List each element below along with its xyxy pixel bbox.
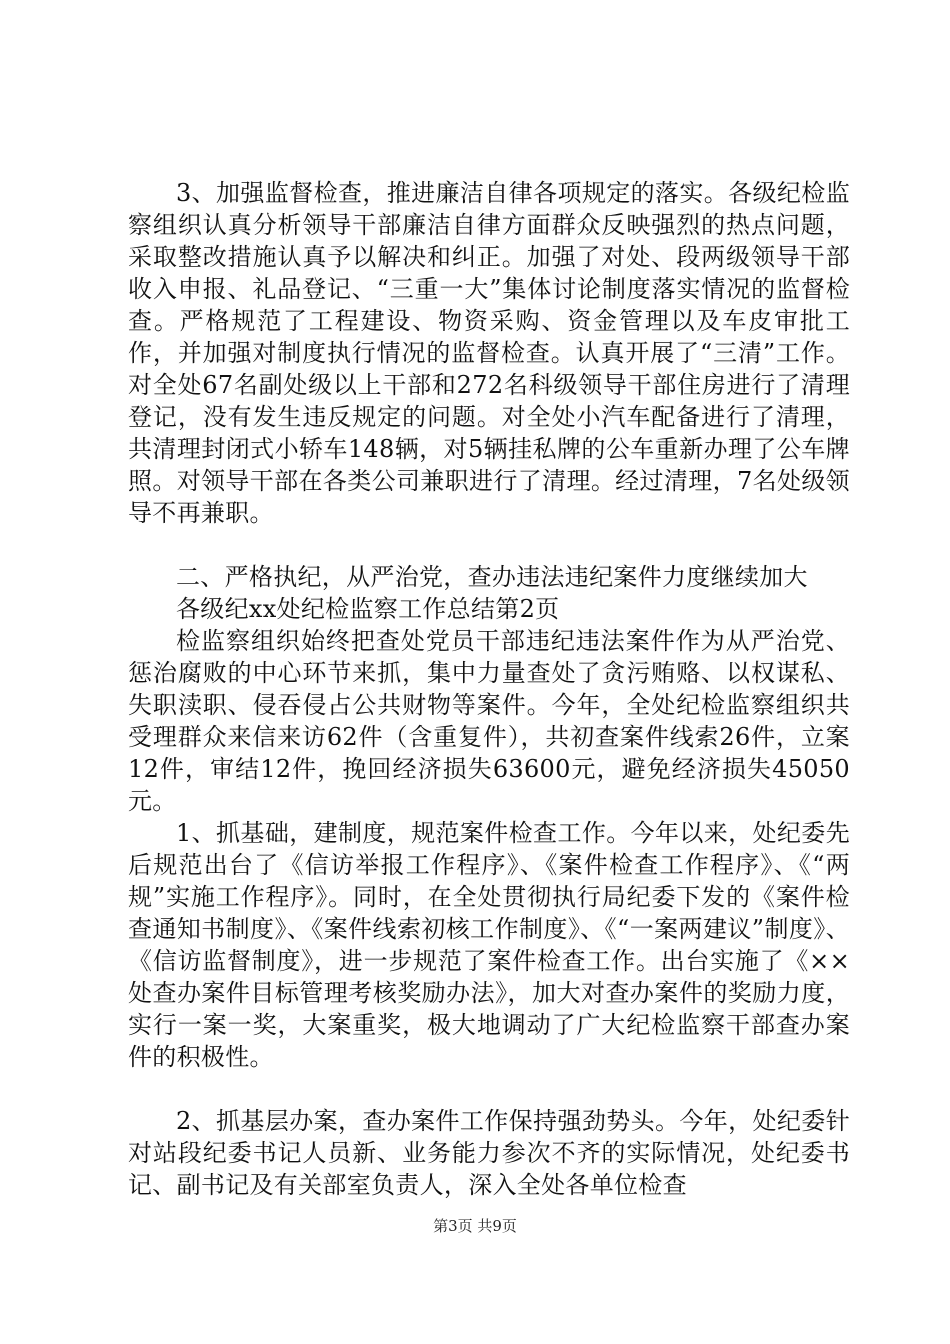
section-heading-discipline: 二、严格执纪，从严治党，查办违法违纪案件力度继续加大 bbox=[176, 563, 808, 591]
page-reference-line: 各级纪xx处纪检监察工作总结第2页 bbox=[176, 595, 560, 623]
paragraph-grassroots-cases: 2、抓基层办案，查办案件工作保持强劲势头。今年，处纪委针对站段纪委书记人员新、业务能力参次不齐的实际情况，处纪委书记、副书记及有关部室负责人，深入全处各单位检查 bbox=[128, 1107, 850, 1199]
page-number-footer: 第3页 共9页 bbox=[433, 1217, 517, 1235]
document-body bbox=[128, 177, 850, 1201]
paragraph-supervision-inspection: 3、加强监督检查，推进廉洁自律各项规定的落实。各级纪检监察组织认真分析领导干部廉洁自律方面群众反映强烈的热点问题，采取整改措施认真予以解决和纠正。加强了对处、段两级领导干部收入申报、礼品登记、“三重一大”集体讨论制度落实情况的监督检查。严格规范了工程建设、物资采购、资金管理以及车皮审批工作，并加强对制度执行情况的监督检查。认真开展了“三清”工作。对全处67名副处级以上干部和272名科级领导干部住房进行了清理登记，没有发生违反规定的问题。对全处小汽车配备进行了清理，共清理封闭式小轿车148辆，对5辆挂私牌的公车重新办理了公车牌照。对领导干部在各类公司兼职进行了清理。经过清理，7名处级领导不再兼职。 bbox=[128, 179, 850, 527]
paragraph-case-investigation: 检监察组织始终把查处党员干部违纪违法案件作为从严治党、惩治腐败的中心环节来抓，集中力量查处了贪污贿赂、以权谋私、失职渎职、侵吞侵占公共财物等案件。今年，全处纪检监察组织共受理群众来信来访62件（含重复件），共初查案件线索26件，立案12件，审结12件，挽回经济损失63600元，避免经济损失45050元。 bbox=[128, 627, 850, 815]
paragraph-basic-system: 1、抓基础，建制度，规范案件检查工作。今年以来，处纪委先后规范出台了《信访举报工作程序》、《案件检查工作程序》、《“两规”实施工作程序》。同时，在全处贯彻执行局纪委下发的《案件检查通知书制度》、《案件线索初核工作制度》、《“一案两建议”制度》、《信访监督制度》，进一步规范了案件检查工作。出台实施了《××处查办案件目标管理考核奖励办法》，加大对查办案件的奖励力度，实行一案一奖，大案重奖，极大地调动了广大纪检监察干部查办案件的积极性。 bbox=[128, 819, 850, 1071]
